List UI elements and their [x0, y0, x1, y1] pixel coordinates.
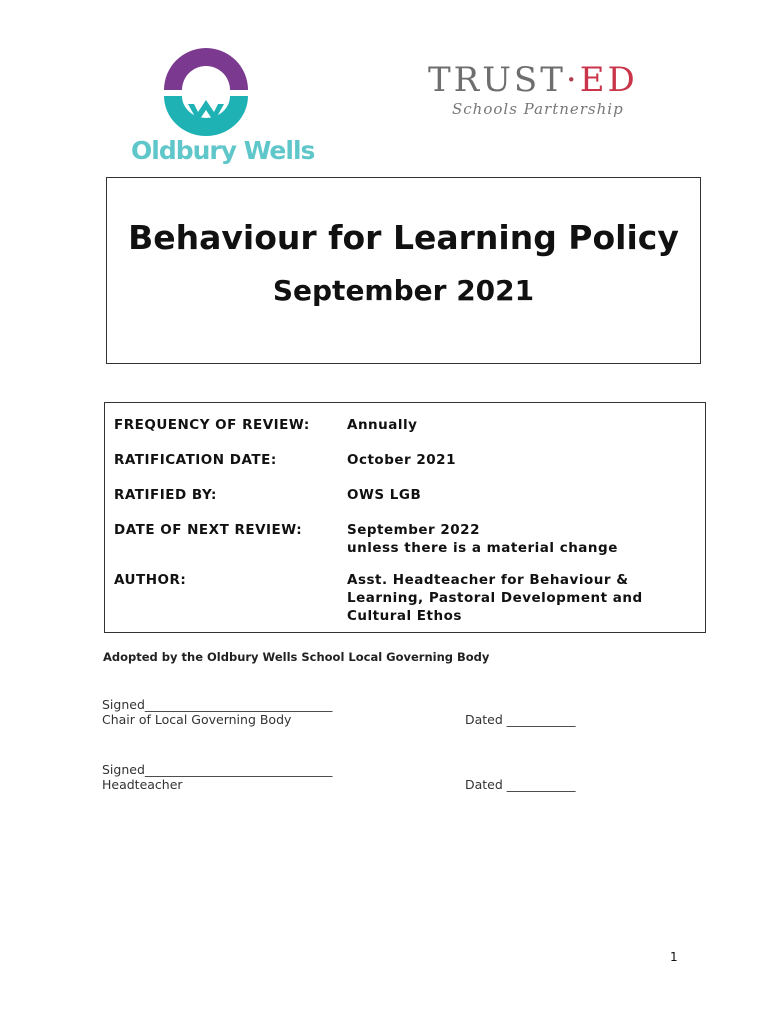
- info-value: Asst. Headteacher for Behaviour & Learning, Pastoral Development and Cultural Ethos: [347, 572, 643, 624]
- info-value: October 2021: [347, 452, 456, 468]
- trusted-logo-part2: ED: [579, 60, 638, 100]
- info-value: Annually: [347, 417, 418, 433]
- document-subtitle: September 2021: [272, 274, 535, 307]
- info-label: RATIFIED BY:: [114, 487, 217, 503]
- document-title: Behaviour for Learning Policy: [128, 218, 679, 257]
- adopted-by-statement: Adopted by the Oldbury Wells School Local Governing Body: [103, 650, 490, 664]
- info-value: September 2022 unless there is a material change: [347, 522, 618, 556]
- signature-line-chair: Signed______________________________: [102, 697, 333, 712]
- review-info-table: [104, 402, 706, 633]
- info-label: RATIFICATION DATE:: [114, 452, 277, 468]
- signature-role-chair: Chair of Local Governing Body: [102, 712, 292, 727]
- dated-line-headteacher: Dated ___________: [465, 777, 576, 792]
- signature-role-headteacher: Headteacher: [102, 777, 183, 792]
- oldbury-wells-logo: [128, 44, 315, 169]
- trusted-logo-separator: ·: [565, 60, 580, 100]
- info-label: AUTHOR:: [114, 572, 187, 588]
- info-label: DATE OF NEXT REVIEW:: [114, 522, 303, 538]
- info-value: OWS LGB: [347, 487, 422, 503]
- trusted-logo: [428, 60, 668, 130]
- page-number: 1: [670, 950, 678, 964]
- oldbury-wells-logo-text: Oldbury Wells: [131, 136, 315, 165]
- title-box: [106, 177, 701, 364]
- trusted-logo-tagline: Schools Partnership: [452, 100, 624, 118]
- oldbury-wells-emblem-icon: [158, 44, 254, 136]
- dated-line-chair: Dated ___________: [465, 712, 576, 727]
- info-label: FREQUENCY OF REVIEW:: [114, 417, 310, 433]
- signature-line-headteacher: Signed______________________________: [102, 762, 333, 777]
- trusted-logo-word: [428, 60, 638, 100]
- trusted-logo-part1: TRUST: [428, 60, 566, 100]
